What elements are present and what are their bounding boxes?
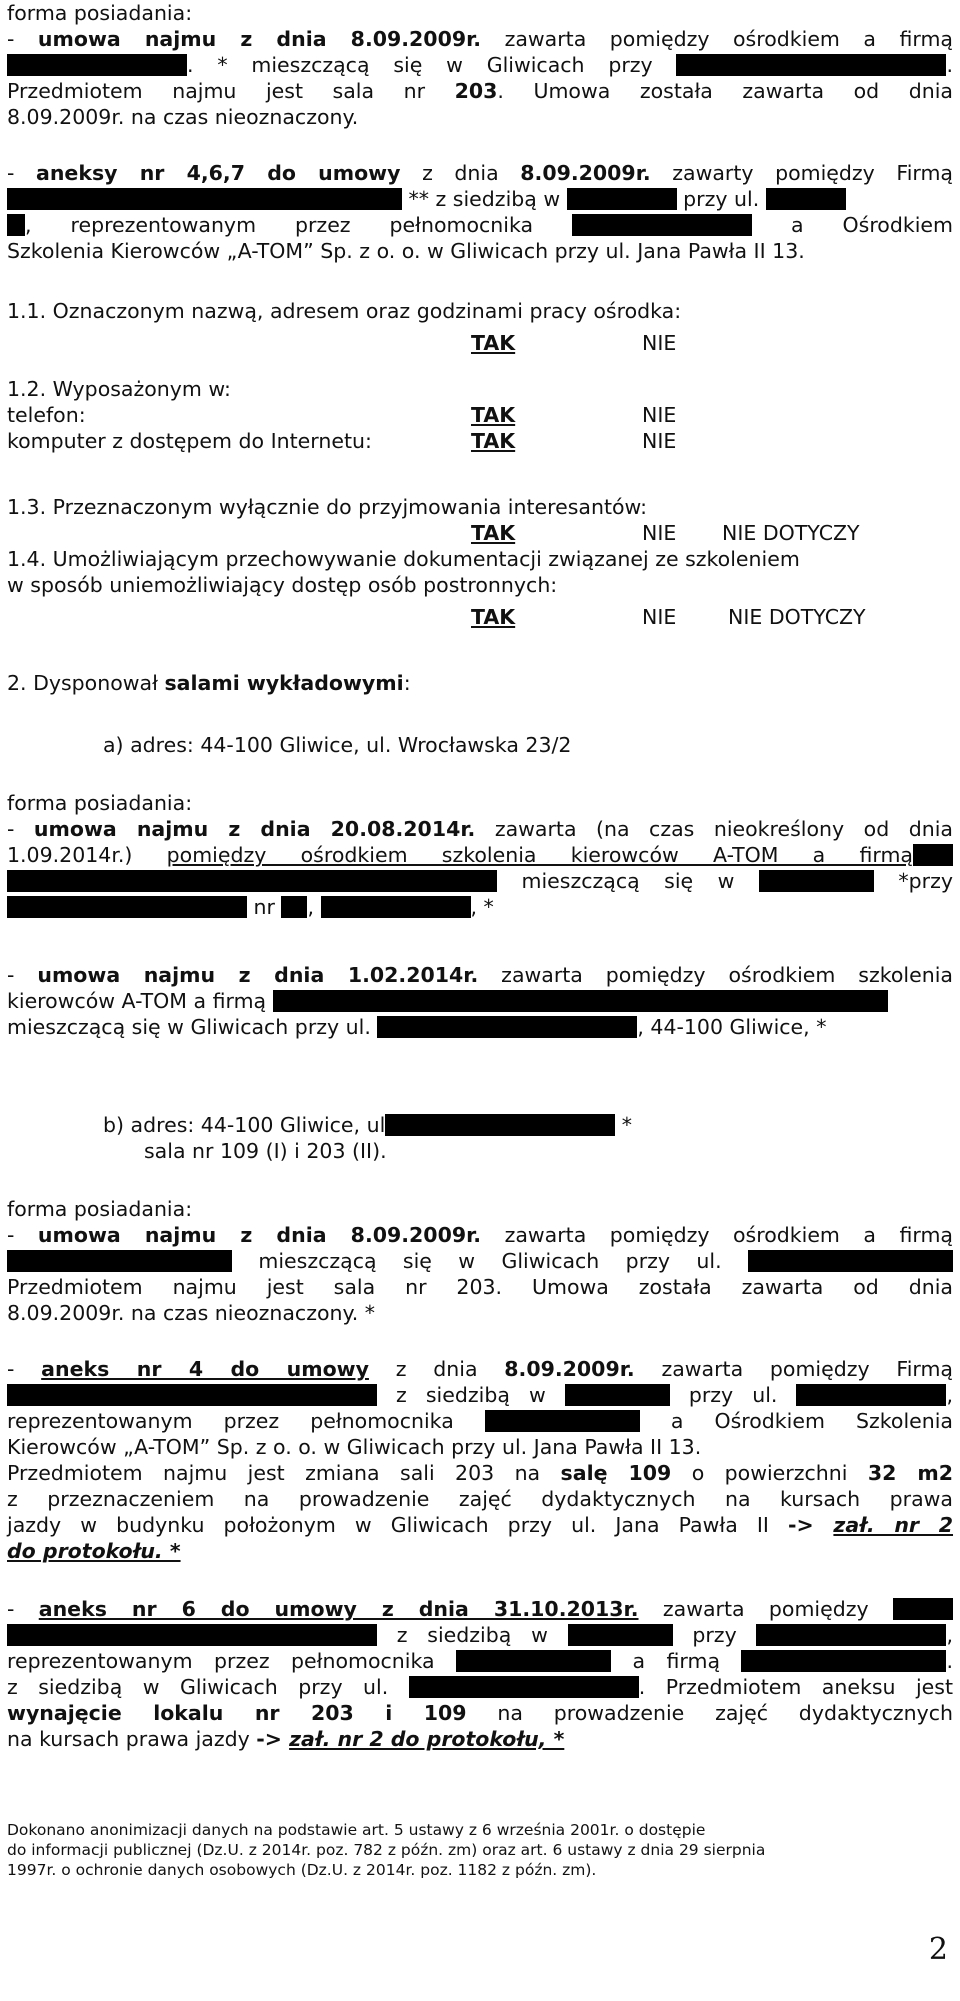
annex-6-line-2: z siedzibą w przy , (7, 1622, 953, 1648)
answer-tak: TAK (471, 521, 516, 545)
redaction (568, 1624, 673, 1646)
redaction (756, 1624, 946, 1646)
redaction (273, 990, 888, 1012)
lease-line-2: . * mieszczącą się w Gliwicach przy . (7, 52, 953, 78)
annex-4-line-8: do protokołu. * (7, 1539, 181, 1563)
lease-2014-line-2: 1.09.2014r.) pomiędzy ośrodkiem szkolenia kierowców A-TOM a firmą (7, 842, 953, 868)
redaction (321, 896, 471, 918)
anonymization-note-2: do informacji publicznej (Dz.U. z 2014r. poz. 782 z późn. zm) oraz art. 6 ustawy z dnia 29 sierpnia (7, 1841, 766, 1859)
address-a: a) adres: 44-100 Gliwice, ul. Wrocławska 23/2 (103, 733, 572, 757)
annex-4-line-3: reprezentowanym przez pełnomocnika a Ośrodkiem Szkolenia (7, 1409, 953, 1433)
annex-6-line-3: reprezentowanym przez pełnomocnika a firmą . (7, 1649, 953, 1673)
annex-6-line-6: na kursach prawa jazdy -> zał. nr 2 do protokołu, * (7, 1727, 565, 1751)
lease-2009-line-3: Przedmiotem najmu jest sala nr 203. Umowa została zawarta od dnia (7, 1275, 953, 1299)
redaction (741, 1650, 946, 1672)
annex-4-line-2: z siedzibą w przy ul. , (7, 1382, 953, 1408)
annex-line-1: - aneksy nr 4,6,7 do umowy z dnia 8.09.2009r. zawarty pomiędzy Firmą (7, 161, 953, 185)
forma-label: forma posiadania: (7, 791, 193, 815)
page-number: 2 (928, 1932, 948, 1967)
redaction (796, 1384, 946, 1406)
lease-2009-line-2: mieszczącą się w Gliwicach przy ul. (7, 1248, 953, 1274)
redaction (913, 844, 953, 866)
lease-line-4: 8.09.2009r. na czas nieoznaczony. (7, 105, 359, 129)
answer-nie-dotyczy: NIE DOTYCZY (728, 605, 866, 629)
redaction (7, 54, 187, 76)
lease-feb-line-3: mieszczącą się w Gliwicach przy ul. , 44-100 Gliwice, * (7, 1015, 827, 1039)
q-1-3: 1.3. Przeznaczonym wyłącznie do przyjmowania interesantów: (7, 495, 648, 519)
redaction (377, 1016, 637, 1038)
annex-line-4: Szkolenia Kierowców „A-TOM” Sp. z o. o. w Gliwicach przy ul. Jana Pawła II 13. (7, 239, 805, 263)
lease-line-3: Przedmiotem najmu jest sala nr 203. Umowa została zawarta od dnia (7, 79, 953, 103)
q-1-2: 1.2. Wyposażonym w: (7, 377, 231, 401)
answer-tak: TAK (471, 403, 516, 427)
redaction (7, 1250, 232, 1272)
komputer-label: komputer z dostępem do Internetu: (7, 429, 372, 453)
redaction (7, 188, 402, 210)
redaction (565, 1384, 670, 1406)
address-b: b) adres: 44-100 Gliwice, ul * (103, 1113, 633, 1137)
redaction (385, 1114, 615, 1136)
redaction (485, 1410, 640, 1432)
lease-feb-line-1: - umowa najmu z dnia 1.02.2014r. zawarta pomiędzy ośrodkiem szkolenia (7, 963, 953, 987)
lease-2014-line-3: mieszczącą się w *przy (7, 868, 953, 894)
anonymization-note-1: Dokonano anonimizacji danych na podstawie art. 5 ustawy z 6 września 2001r. o dostępie (7, 1821, 706, 1839)
answer-tak: TAK (471, 331, 516, 355)
q-1-4-b: w sposób uniemożliwiający dostęp osób postronnych: (7, 573, 558, 597)
annex-line-2: ** z siedzibą w przy ul. (7, 186, 953, 212)
lease-2014-line-4: nr , , * (7, 894, 953, 920)
annex-6-line-1: - aneks nr 6 do umowy z dnia 31.10.2013r. zawarta pomiędzy (7, 1596, 953, 1622)
answer-nie-dotyczy: NIE DOTYCZY (722, 521, 860, 545)
annex-4-line-7: jazdy w budynku położonym w Gliwicach przy ul. Jana Pawła II -> zał. nr 2 (7, 1513, 954, 1537)
lease-2009-line-4: 8.09.2009r. na czas nieoznaczony. * (7, 1301, 375, 1325)
annex-4-line-5: Przedmiotem najmu jest zmiana sali 203 na salę 109 o powierzchni 32 m2 (7, 1461, 953, 1485)
forma-label: forma posiadania: (7, 1, 193, 25)
section-2-title: 2. Dysponował salami wykładowymi: (7, 671, 411, 695)
redaction (572, 214, 752, 236)
answer-nie: NIE (642, 521, 677, 545)
annex-6-line-5: wynajęcie lokalu nr 203 i 109 na prowadzenie zajęć dydaktycznych (7, 1701, 953, 1725)
redaction (456, 1650, 611, 1672)
forma-label: forma posiadania: (7, 1197, 193, 1221)
redaction (567, 188, 677, 210)
answer-nie: NIE (642, 605, 677, 629)
lease-2014-line-1: - umowa najmu z dnia 20.08.2014r. zawarta (na czas nieokreślony od dnia (7, 817, 953, 841)
answer-nie: NIE (642, 403, 677, 427)
annex-4-line-4: Kierowców „A-TOM” Sp. z o. o. w Gliwicach przy ul. Jana Pawła II 13. (7, 1435, 702, 1459)
answer-tak: TAK (471, 429, 516, 453)
redaction (7, 896, 247, 918)
annex-line-3: , reprezentowanym przez pełnomocnika a Ośrodkiem (7, 212, 953, 238)
q-1-1: 1.1. Oznaczonym nazwą, adresem oraz godzinami pracy ośrodka: (7, 299, 682, 323)
annex-4-line-1: - aneks nr 4 do umowy z dnia 8.09.2009r. zawarta pomiędzy Firmą (7, 1357, 953, 1381)
lease-line-1: - umowa najmu z dnia 8.09.2009r. zawarta pomiędzy ośrodkiem a firmą (7, 27, 953, 51)
telefon-label: telefon: (7, 403, 86, 427)
lease-2009-line-1: - umowa najmu z dnia 8.09.2009r. zawarta pomiędzy ośrodkiem a firmą (7, 1223, 953, 1247)
annex-6-line-4: z siedzibą w Gliwicach przy ul. . Przedmiotem aneksu jest (7, 1675, 954, 1699)
redaction (7, 870, 497, 892)
redaction (7, 214, 25, 236)
redaction (7, 1384, 377, 1406)
annex-4-line-6: z przeznaczeniem na prowadzenie zajęć dydaktycznych na kursach prawa (7, 1487, 953, 1511)
q-1-4-a: 1.4. Umożliwiającym przechowywanie dokumentacji związanej ze szkoleniem (7, 547, 800, 571)
answer-nie: NIE (642, 429, 677, 453)
redaction (281, 896, 307, 918)
redaction (409, 1676, 639, 1698)
redaction (893, 1598, 953, 1620)
redaction (676, 54, 946, 76)
redaction (748, 1250, 953, 1272)
redaction (7, 1624, 377, 1646)
room-numbers: sala nr 109 (I) i 203 (II). (144, 1139, 387, 1163)
redaction (759, 870, 874, 892)
anonymization-note-3: 1997r. o ochronie danych osobowych (Dz.U. z 2014r. poz. 1182 z późn. zm). (7, 1861, 597, 1879)
redaction (766, 188, 846, 210)
lease-feb-line-2: kierowców A-TOM a firmą (7, 988, 953, 1014)
answer-nie: NIE (642, 331, 677, 355)
answer-tak: TAK (471, 605, 516, 629)
